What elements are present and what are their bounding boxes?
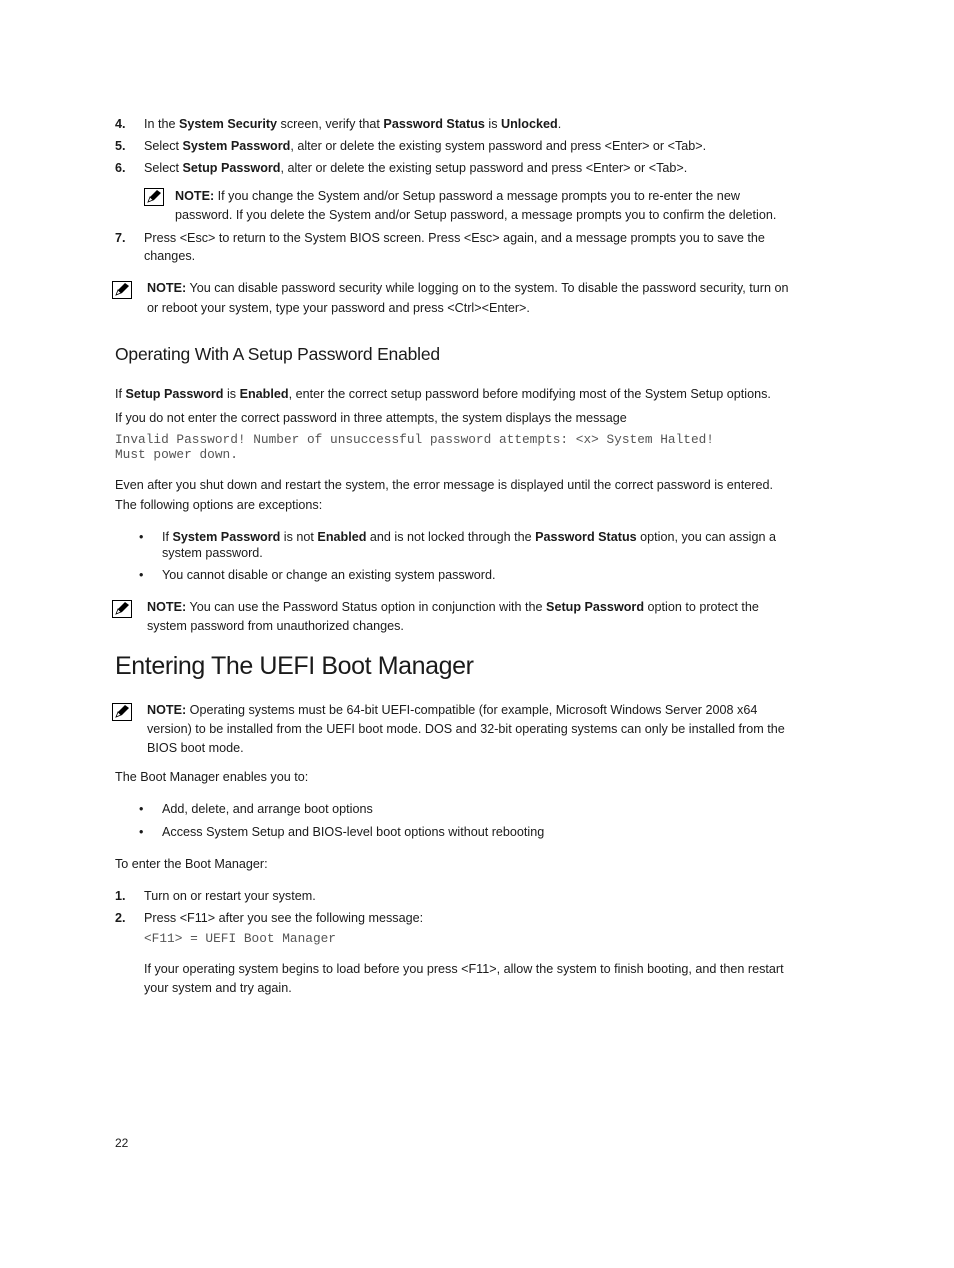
text-run: , alter or delete the existing system password and press <Enter> or <Tab>. (290, 139, 707, 153)
paragraph: To enter the Boot Manager: (115, 857, 268, 871)
note-text: system password from unauthorized changes. (147, 619, 404, 633)
bold-term: Enabled (317, 530, 367, 544)
list-item-text: system password. (162, 546, 263, 560)
text-run: and is not locked through the (366, 530, 536, 544)
code-line: Must power down. (115, 447, 238, 462)
note-text: You can disable password security while logging on to the system. To disable the password security, turn on (186, 281, 789, 295)
bold-term: Password Status (535, 530, 637, 544)
note-pencil-icon (144, 188, 164, 206)
note-text: If you change the System and/or Setup password a message prompts you to re-enter the new (214, 189, 740, 203)
text-run: Select (144, 161, 183, 175)
step-number: 7. (115, 231, 126, 245)
step-number: 2. (115, 911, 126, 925)
note-text (186, 600, 759, 614)
list-item-text: You cannot disable or change an existing system password. (162, 568, 496, 582)
step-number: 4. (115, 117, 126, 131)
paragraph: If your operating system begins to load before you press <F11>, allow the system to finish booting, and then restart (144, 962, 784, 976)
bold-term: Setup Password (125, 387, 224, 401)
paragraph: Even after you shut down and restart the system, the error message is displayed until the correct password is entered. (115, 478, 773, 492)
section-heading: Operating With A Setup Password Enabled (115, 344, 440, 364)
bold-term: System Password (182, 139, 291, 153)
text-run: In the (144, 117, 180, 131)
bold-term: Password Status (383, 117, 485, 131)
text-run: You can use the Password Status option in conjunction with the (186, 600, 547, 614)
note-pencil-icon (112, 703, 132, 721)
list-item-text: Access System Setup and BIOS-level boot options without rebooting (162, 825, 545, 839)
paragraph: your system and try again. (144, 981, 292, 995)
code-line: <F11> = UEFI Boot Manager (144, 931, 336, 946)
list-item-text: Add, delete, and arrange boot options (162, 802, 373, 816)
note-text: version) to be installed from the UEFI boot mode. DOS and 32-bit operating systems can only be installed from the (147, 722, 785, 736)
page-number: 22 (115, 1136, 129, 1150)
bold-term: Enabled (239, 387, 289, 401)
note-text: password. If you delete the System and/or Setup password, a message prompts you to confirm the deletion. (175, 208, 777, 222)
bullet: • (139, 568, 144, 582)
text-run: If (115, 387, 126, 401)
text-run: , enter the correct setup password before modifying most of the System Setup options. (288, 387, 771, 401)
text-run: If (162, 530, 173, 544)
note-label: NOTE: (147, 703, 187, 717)
paragraph (115, 385, 771, 403)
note-label: NOTE: (147, 600, 187, 614)
bold-term: Unlocked (501, 117, 558, 131)
note-text: BIOS boot mode. (147, 741, 244, 755)
paragraph: The Boot Manager enables you to: (115, 770, 309, 784)
paragraph: If you do not enter the correct password in three attempts, the system displays the message (115, 411, 627, 425)
step-text: Press <F11> after you see the following message: (144, 911, 424, 925)
step-text: Turn on or restart your system. (144, 889, 316, 903)
bold-term: System Password (172, 530, 281, 544)
step-number: 6. (115, 161, 126, 175)
note-pencil-icon (112, 281, 132, 299)
bold-term: Setup Password (182, 161, 281, 175)
text-run: option to protect the (644, 600, 759, 614)
step-number: 5. (115, 139, 126, 153)
step-text: changes. (144, 249, 196, 263)
text-run: is (223, 387, 240, 401)
text-run: option, you can assign a (636, 530, 776, 544)
text-run: , alter or delete the existing setup password and press <Enter> or <Tab>. (280, 161, 688, 175)
text-run: screen, verify that (277, 117, 384, 131)
text-run: is not (280, 530, 318, 544)
note-text: Operating systems must be 64-bit UEFI-compatible (for example, Microsoft Windows Server 2008 x64 (186, 703, 758, 717)
code-line: Invalid Password! Number of unsuccessful password attempts: <x> System Halted! (115, 432, 714, 447)
step-text (144, 115, 561, 133)
text-run: . (557, 117, 562, 131)
bullet: • (139, 802, 144, 816)
step-text: Press <Esc> to return to the System BIOS screen. Press <Esc> again, and a message prompts you to save the (144, 231, 765, 245)
step-number: 1. (115, 889, 126, 903)
note-text: or reboot your system, type your password and press <Ctrl><Enter>. (147, 301, 530, 315)
paragraph: The following options are exceptions: (115, 498, 323, 512)
note-label: NOTE: (147, 281, 187, 295)
bold-term: Setup Password (546, 600, 645, 614)
page-heading: Entering The UEFI Boot Manager (115, 652, 474, 680)
text-run: Select (144, 139, 183, 153)
step-text (144, 137, 706, 155)
bullet: • (139, 825, 144, 839)
bullet: • (139, 530, 144, 544)
bold-term: System Security (179, 117, 278, 131)
note-label: NOTE: (175, 189, 215, 203)
text-run: is (484, 117, 501, 131)
note-pencil-icon (112, 600, 132, 618)
step-text (144, 159, 687, 177)
